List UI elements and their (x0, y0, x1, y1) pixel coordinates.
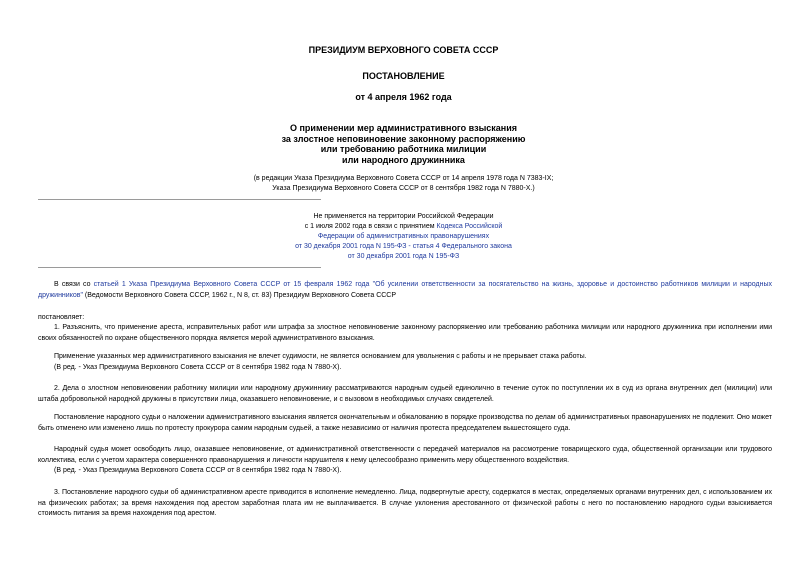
amendment-note-1: (В ред. - Указ Президиума Верховного Совета СССР от 8 сентября 1982 года N 7880-X). (54, 363, 342, 371)
notice-text: с 1 июля 2002 года в связи с принятием (304, 223, 437, 230)
document-title-line-1: О применении мер административного взыскания (290, 123, 517, 133)
document-type: ПОСТАНОВЛЕНИЕ (362, 71, 445, 81)
notice-line-2 (0, 222, 807, 232)
preamble (38, 280, 772, 301)
resolves-clause: постановляет: (38, 314, 85, 321)
divider-bottom (38, 267, 321, 268)
issuing-body: ПРЕЗИДИУМ ВЕРХОВНОГО СОВЕТА СССР (308, 45, 499, 55)
federal-law-link-part-2[interactable]: от 30 декабря 2001 года N 195-ФЗ (347, 253, 460, 260)
paragraph-1-part-2: Применение указанных мер административного взыскания не влечет судимости, не является основанием для увольнения с работы и не прерывает стажа работы. (54, 353, 587, 360)
federal-law-link-part-1[interactable]: от 30 декабря 2001 года N 195-ФЗ - статья 4 Федерального закона (295, 243, 512, 250)
codex-link-part-1[interactable]: Кодекса Российской (436, 223, 503, 230)
document-title-line-4: или народного дружинника (342, 154, 465, 165)
document-title-line-2: за злостное неповиновение законному распоряжению (281, 133, 526, 144)
paragraph-3: 3. Постановление народного судьи об административном аресте приводится в исполнение немедленно. Лица, подвергнутые аресту, содержатся в местах, определяемых органами внутренних дел, с использованием их на физических работах; за время нахождения под арестом заработная плата им не выплачивается. В случае уклонения арестованного от физической работы с него по постановлению народного судьи взыскивается стоимость питания за время нахождения под арестом. (38, 489, 772, 517)
document-title-line-3: или требованию работника милиции (320, 144, 487, 154)
paragraph-2: 2. Дела о злостном неповиновении работнику милиции или народному дружиннику рассматриваются народным судьей единолично в течение суток по поступлении их в суд из органа внутренних дел (милиции) или штаба добровольной народной дружины в присутствии лица, оказавшего неповиновение, и с вызовом в необходимых случаях свидетелей. (38, 385, 772, 403)
revision-note-line-2: Указа Президиума Верховного Совета СССР от 8 сентября 1982 года N 7880-X.) (272, 185, 535, 192)
preamble-suffix: (Ведомости Верховного Совета СССР, 1962 г., N 8, ст. 83) Президиум Верховного Совета СССР (82, 291, 397, 299)
notice-line-4 (0, 242, 807, 252)
document-date: от 4 апреля 1962 года (355, 92, 452, 102)
notice-line-5 (0, 252, 807, 262)
amendment-note-2: (В ред. - Указ Президиума Верховного Совета СССР от 8 сентября 1982 года N 7880-X). (54, 466, 342, 474)
notice-line-3 (0, 232, 807, 242)
paragraph-2-part-2: Постановление народного судьи о наложении административного взыскания является окончательным и обжалованию в порядке производства по делам об административных правонарушениях не подлежит. Оно может быть отменено или изменено лишь по протесту прокурора самим народным судьей, а также независимо от наличия протеста председателем вышестоящего суда. (38, 414, 772, 432)
paragraph-1: 1. Разъяснить, что применение ареста, исправительных работ или штрафа за злостное неповиновение законному распоряжению или требованию работника милиции или народного дружинника при исполнении ими своих обязанностей по охране общественного порядка является мерой административного взыскания. (38, 324, 772, 342)
paragraph-2-part-3: Народный судья может освободить лицо, оказавшее неповиновение, от административной ответственности с передачей материалов на рассмотрение товарищеского суда, общественной организации или трудового коллектива, если с учетом характера совершенного правонарушения и личности нарушителя к нему целесообразно применить меру общественного воздействия. (38, 446, 772, 464)
decree-link[interactable]: статьей 1 Указа Президиума Верховного Совета СССР от 15 февраля 1962 года "Об усилении ответственности за посягательство на жизнь, здоровье и достоинство работников милиции и народных дружинников" (38, 281, 772, 299)
preamble-prefix: В связи со (54, 281, 94, 288)
revision-note-line-1: (в редакции Указа Президиума Верховного Совета СССР от 14 апреля 1978 года N 7383-IX; (253, 175, 554, 182)
divider-top (38, 199, 321, 200)
notice-line-1: Не применяется на территории Российской Федерации (313, 213, 494, 220)
codex-link-part-2[interactable]: Федерации об административных правонарушениях (317, 233, 490, 240)
